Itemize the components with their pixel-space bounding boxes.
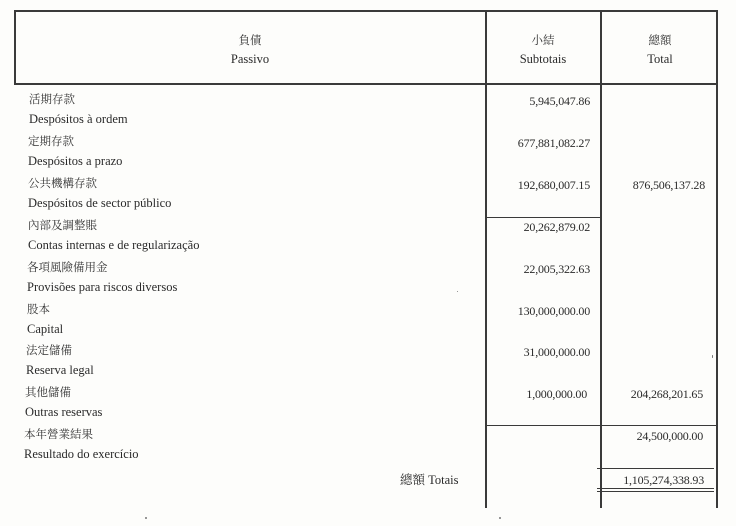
header-total-zh: 總額 [648, 33, 672, 47]
row-subtotal: 20,262,879.02 [523, 220, 590, 234]
total-rule-double-2 [597, 491, 714, 492]
total-rule-double-1 [597, 488, 714, 489]
row-total: 24,500,000.00 [636, 429, 703, 443]
row-label-zh: 定期存款 [28, 134, 74, 148]
header-divider [14, 83, 718, 85]
column-divider-1 [485, 10, 487, 508]
scan-speck [712, 355, 713, 358]
scan-speck [145, 517, 147, 519]
header-total-pt: Total [647, 52, 673, 66]
table-border-left [14, 10, 16, 84]
row-subtotal: 130,000,000.00 [517, 304, 590, 318]
header-liabilities-zh: 負債 [238, 33, 262, 47]
table-border-right [716, 10, 718, 508]
row-subtotal: 1,000,000.00 [526, 387, 587, 401]
row-label-pt: Capital [27, 322, 64, 336]
row-label-zh: 股本 [27, 302, 50, 316]
total-rule-1 [601, 425, 716, 426]
row-subtotal: 5,945,047.86 [529, 94, 590, 108]
row-subtotal: 192,680,007.15 [517, 178, 590, 192]
scan-speck [499, 517, 501, 519]
row-subtotal: 31,000,000.00 [523, 345, 590, 359]
totals-value: 1,105,274,338.93 [623, 473, 704, 487]
row-label-zh: 其他儲備 [25, 385, 71, 399]
row-label-zh: 活期存款 [29, 92, 75, 106]
row-label-zh: 本年營業結果 [24, 427, 93, 441]
row-label-pt: Provisões para riscos diversos [27, 280, 178, 294]
totals-label: 總額 Totais [400, 473, 459, 487]
row-label-zh: 各項風險備用金 [27, 260, 108, 274]
row-subtotal: 677,881,082.27 [517, 136, 590, 150]
row-label-pt: Despósitos à ordem [29, 112, 128, 126]
row-label-zh: 內部及調整賬 [28, 218, 97, 232]
row-label-zh: 公共機構存款 [28, 176, 97, 190]
header-liabilities-pt: Passivo [230, 52, 270, 66]
header-subtotal-pt: Subtotais [519, 52, 567, 66]
header-subtotal-zh: 小結 [531, 33, 555, 47]
row-label-pt: Reserva legal [26, 363, 94, 377]
row-label-pt: Despósitos de sector público [28, 196, 172, 210]
row-total: 876,506,137.28 [632, 178, 705, 192]
scan-speck [457, 291, 458, 292]
row-label-pt: Despósitos a prazo [28, 154, 123, 168]
subtotal-rule-1 [486, 217, 600, 218]
total-rule-top [597, 468, 714, 469]
subtotal-rule-2 [486, 425, 600, 426]
table-border-top [14, 10, 718, 12]
row-label-zh: 法定儲備 [26, 343, 72, 357]
row-label-pt: Outras reservas [25, 405, 103, 419]
row-subtotal: 22,005,322.63 [523, 262, 590, 276]
row-label-pt: Contas internas e de regularização [28, 238, 200, 252]
row-label-pt: Resultado do exercício [24, 447, 139, 461]
row-total: 204,268,201.65 [630, 387, 703, 401]
